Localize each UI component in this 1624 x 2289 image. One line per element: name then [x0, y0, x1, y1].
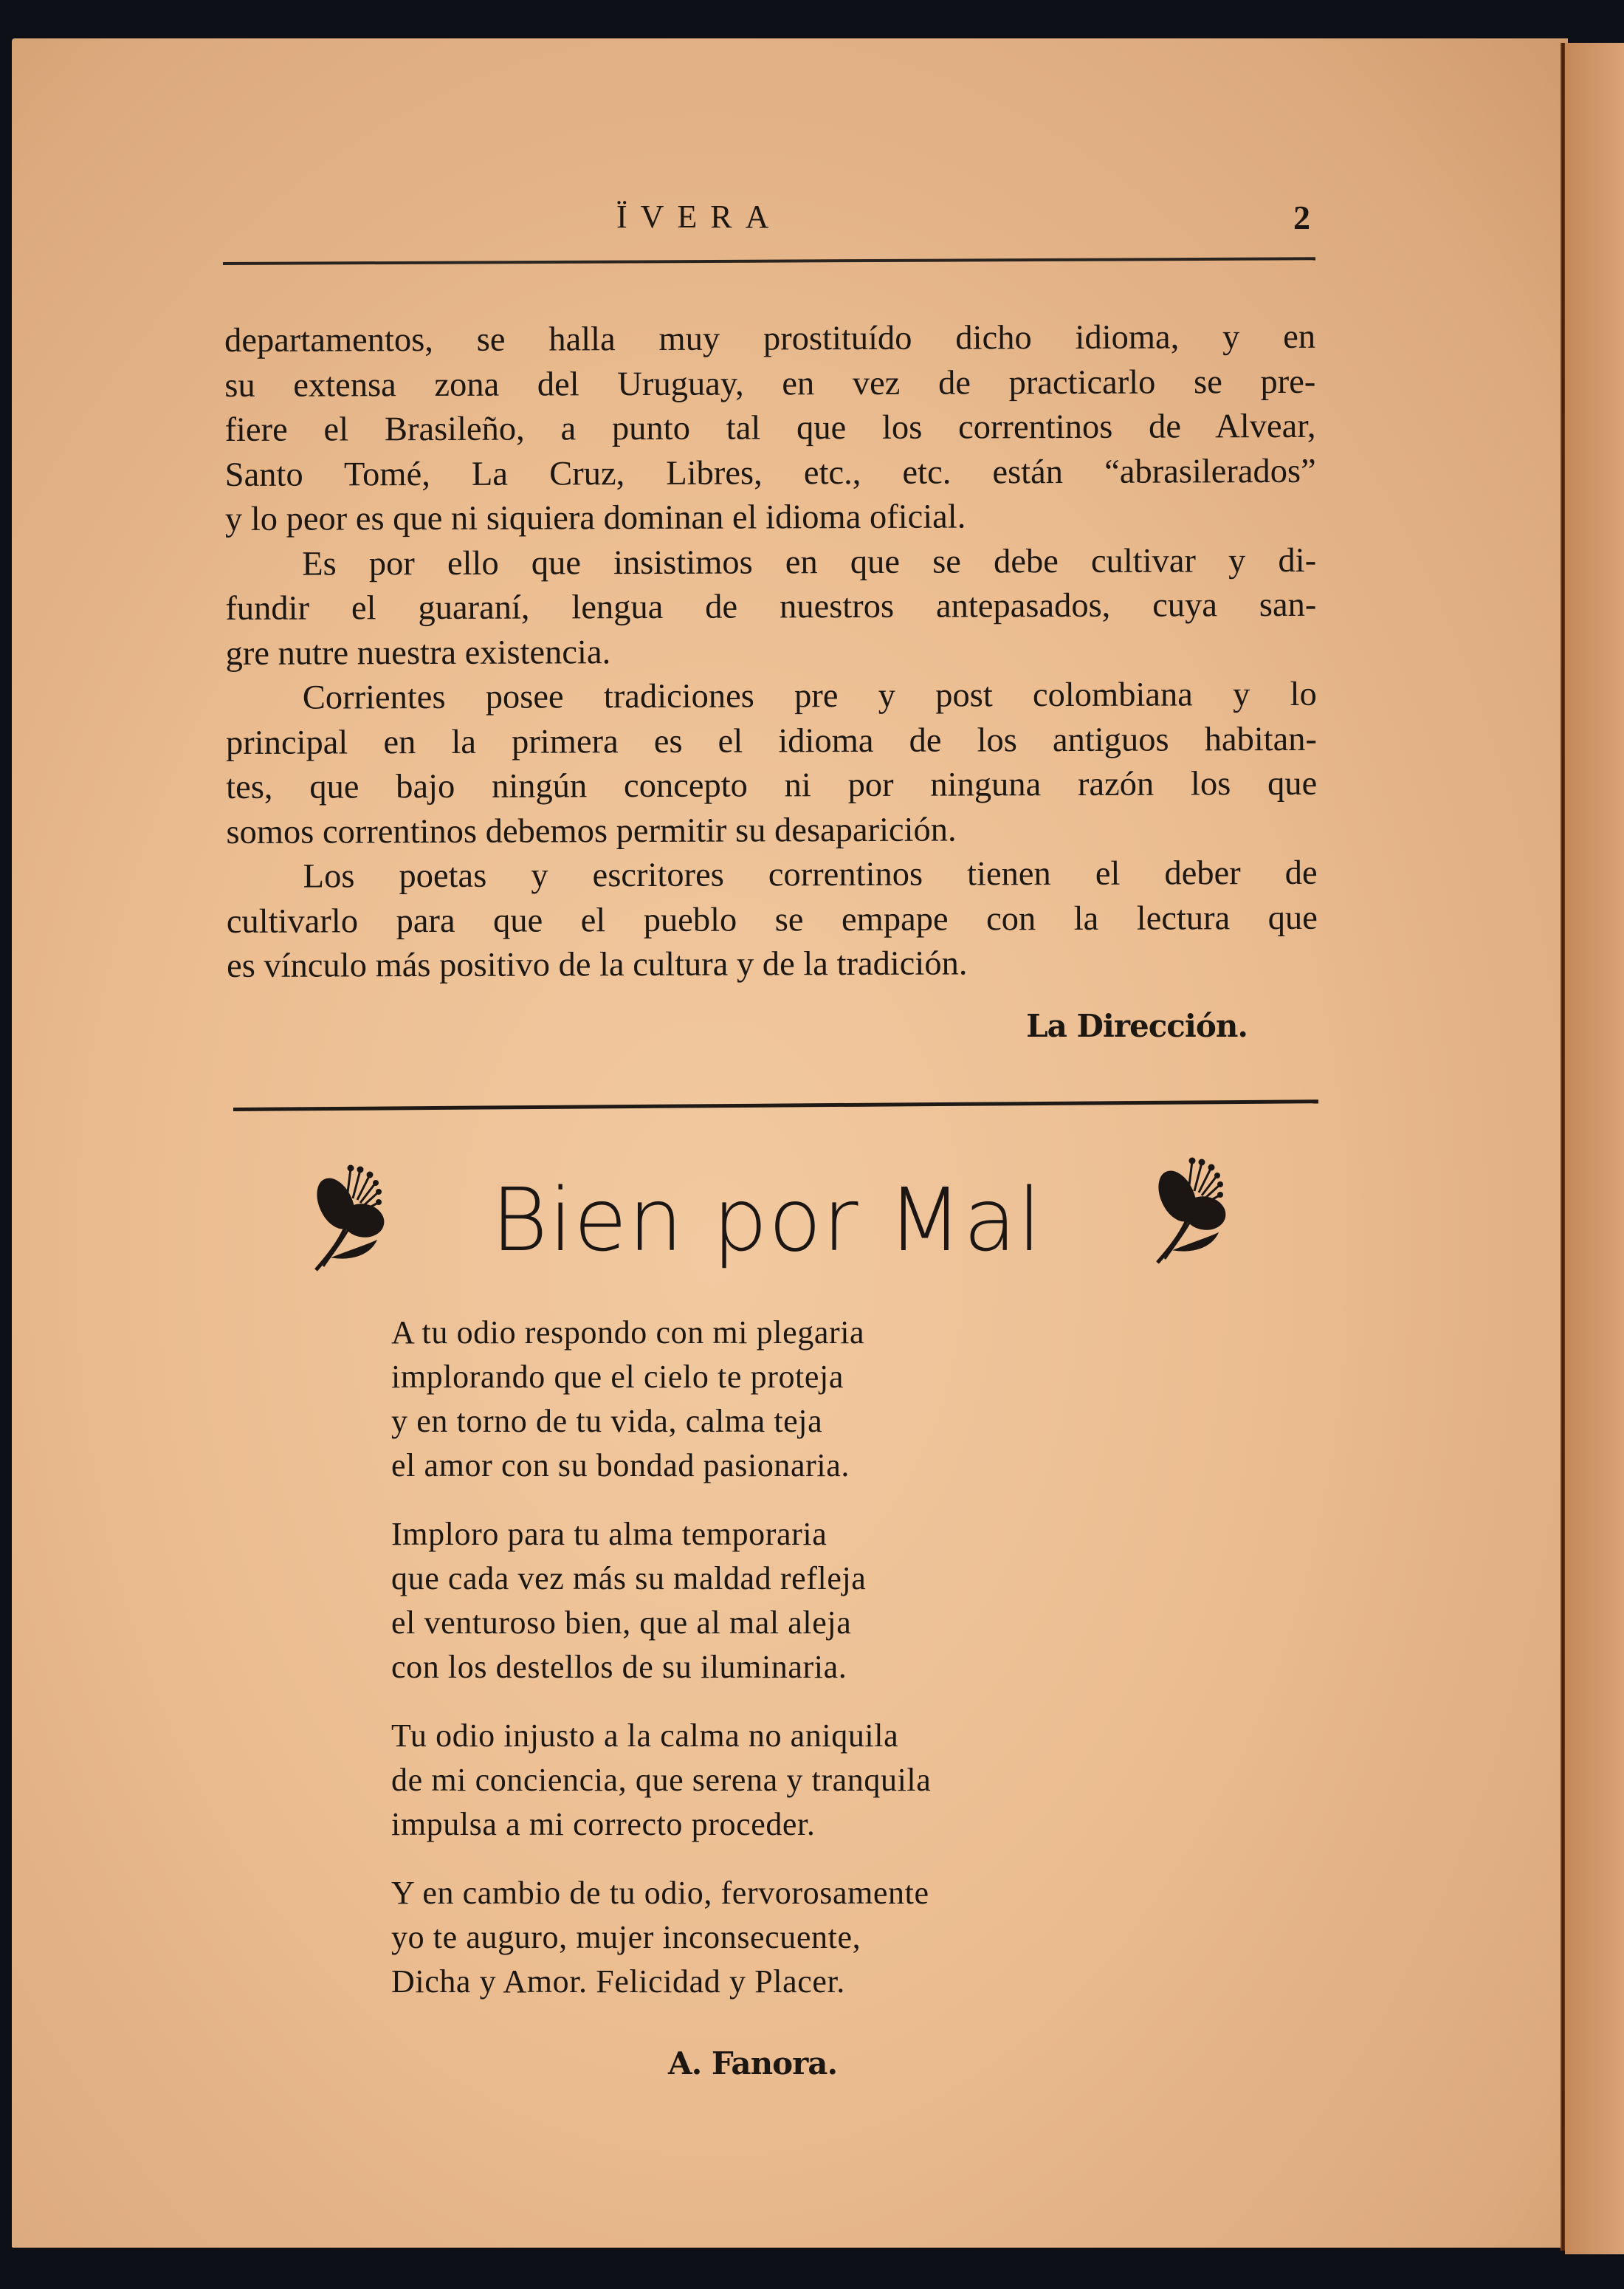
poem-verse: Dicha y Amor. Felicidad y Placer. — [391, 1963, 845, 2000]
editorial-line: cultivarlo para que el pueblo se empape con la lectura que — [226, 899, 1318, 941]
editorial-line: departamentos, se halla muy prostituído dicho idioma, y en — [224, 318, 1316, 360]
poem-heading — [303, 1156, 1262, 1281]
poem-author: A. Fanora. — [668, 2045, 838, 2082]
flower-ornament-icon — [310, 1163, 406, 1274]
page-number: 2 — [1293, 199, 1310, 236]
poem-verse: yo te auguro, mujer inconsecuente, — [391, 1919, 861, 1955]
editorial-line: es vínculo más positivo de la cultura y de la tradición. — [226, 944, 968, 985]
editorial-line: Santo Tomé, La Cruz, Libres, etc., etc. están “abrasilerados” — [224, 452, 1316, 494]
editorial-line: fundir el guaraní, lengua de nuestros antepasados, cuya san- — [225, 586, 1317, 628]
editorial-signature: La Dirección. — [1026, 1008, 1248, 1044]
poem-verse: A tu odio respondo con mi plegaria — [391, 1314, 865, 1351]
editorial-line: principal en la primera es el idioma de los antiguos habitan- — [225, 720, 1318, 762]
poem-body — [391, 1311, 1203, 2028]
journal-title: ÏVERA — [616, 199, 782, 235]
poem-verse: Tu odio injusto a la calma no aniquila — [391, 1717, 899, 1754]
flower-ornament-icon — [1152, 1156, 1248, 1266]
poem-verse: implorando que el cielo te proteja — [391, 1359, 844, 1395]
editorial-line: gre nutre nuestra existencia. — [225, 633, 611, 673]
poem-title: Bien por Mal — [491, 1169, 1042, 1271]
poem-verse: impulsa a mi correcto proceder. — [391, 1806, 816, 1842]
running-header — [225, 198, 1310, 250]
poem-stanza — [391, 1871, 1203, 2004]
editorial-line: somos correntinos debemos permitir su desaparición. — [226, 811, 957, 851]
poem-verse: y en torno de tu vida, calma teja — [391, 1403, 823, 1439]
editorial-line: Es por ello que insistimos en que se debe cultivar y di- — [302, 541, 1317, 583]
editorial-text — [224, 315, 1318, 989]
poem-verse: Y en cambio de tu odio, fervorosamente — [391, 1875, 929, 1911]
editorial-line: Corrientes posee tradiciones pre y post colombiana y lo — [302, 675, 1317, 717]
editorial-line: fiere el Brasileño, a punto tal que los correntinos de Alvear, — [224, 407, 1316, 449]
editorial-line: su extensa zona del Uruguay, en vez de practicarlo se pre- — [224, 363, 1316, 405]
poem-verse: el amor con su bondad pasionaria. — [391, 1447, 850, 1483]
poem-verse: el venturoso bien, que al mal aleja — [391, 1605, 852, 1641]
poem-stanza — [391, 1512, 1203, 1689]
adjacent-page-edge — [1565, 43, 1624, 2254]
editorial-line: tes, que bajo ningún concepto ni por ninguna razón los que — [226, 764, 1318, 806]
poem-stanza — [391, 1714, 1203, 1847]
poem-stanza — [391, 1311, 1203, 1488]
editorial-line: Los poetas y escritores correntinos tienen el deber de — [303, 854, 1318, 896]
poem-verse: de mi conciencia, que serena y tranquila — [391, 1762, 932, 1798]
poem-verse: con los destellos de su iluminaria. — [391, 1649, 847, 1685]
editorial-line: y lo peor es que ni siquiera dominan el idioma oficial. — [224, 498, 966, 538]
poem-verse: que cada vez más su maldad refleja — [391, 1560, 867, 1596]
poem-verse: Imploro para tu alma temporaria — [391, 1516, 828, 1552]
